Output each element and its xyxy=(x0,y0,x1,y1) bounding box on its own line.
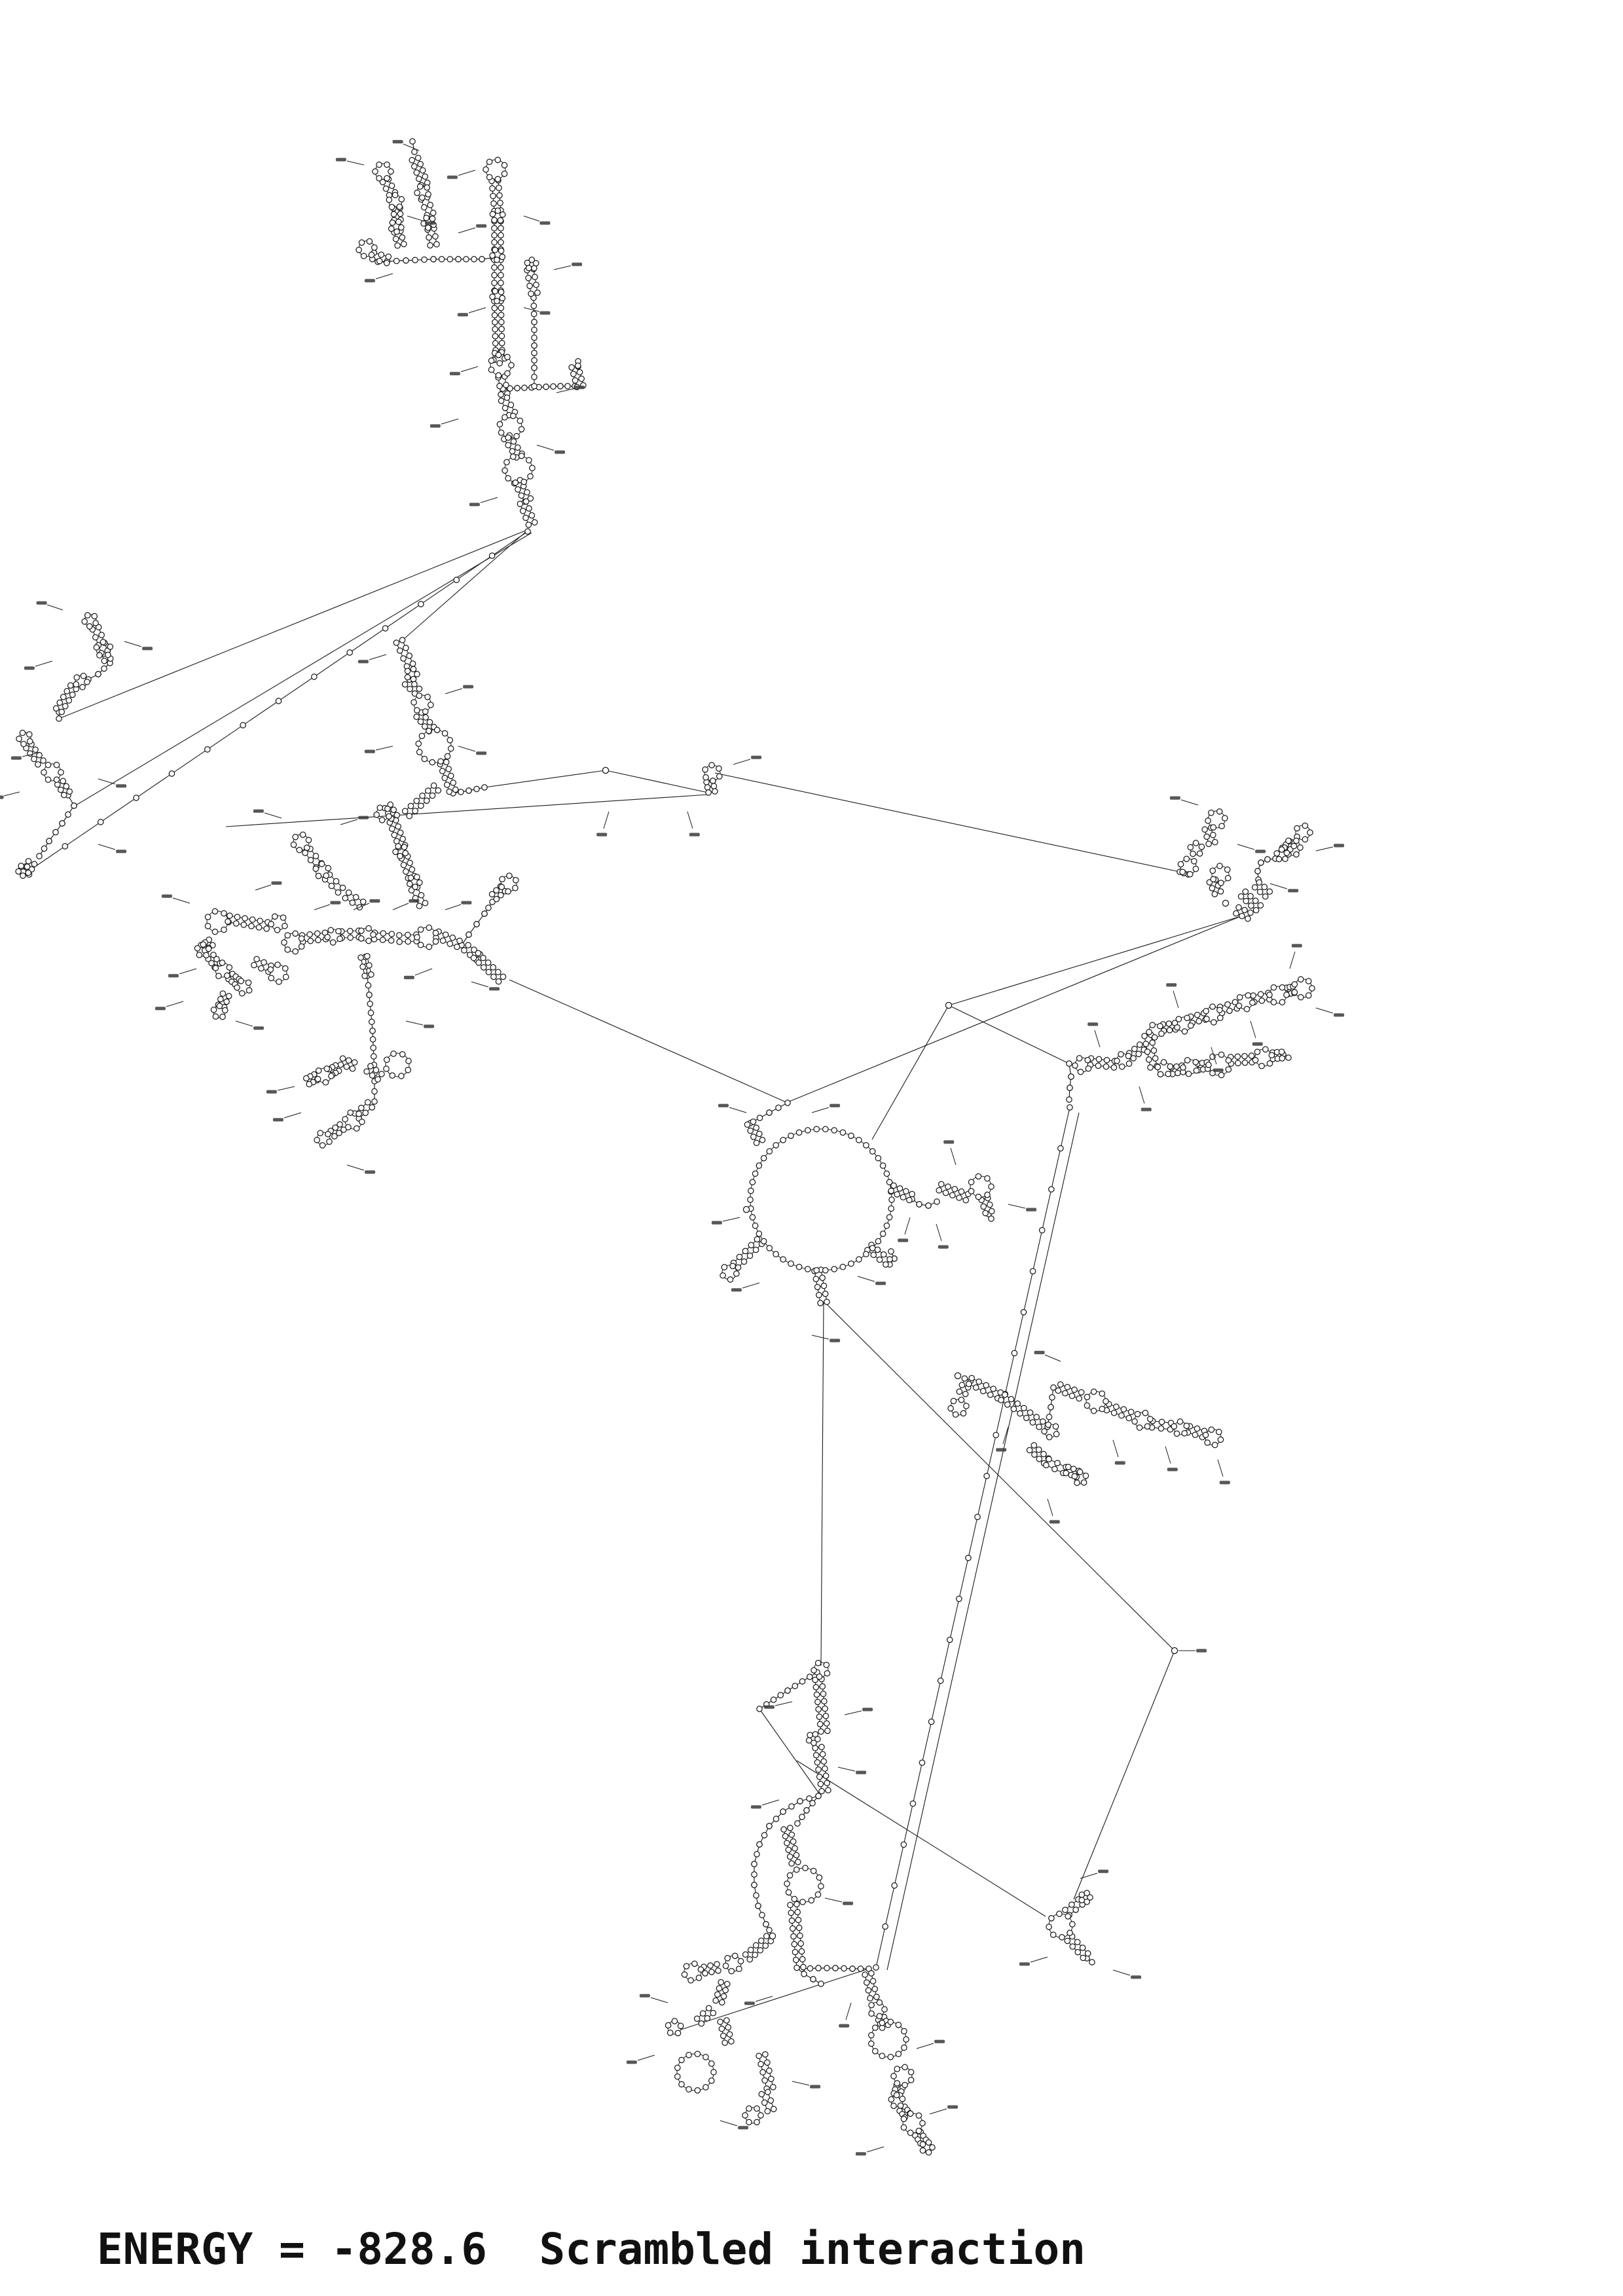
energy-caption: ENERGY = -828.6 Scrambled interaction xyxy=(97,2224,1085,2274)
